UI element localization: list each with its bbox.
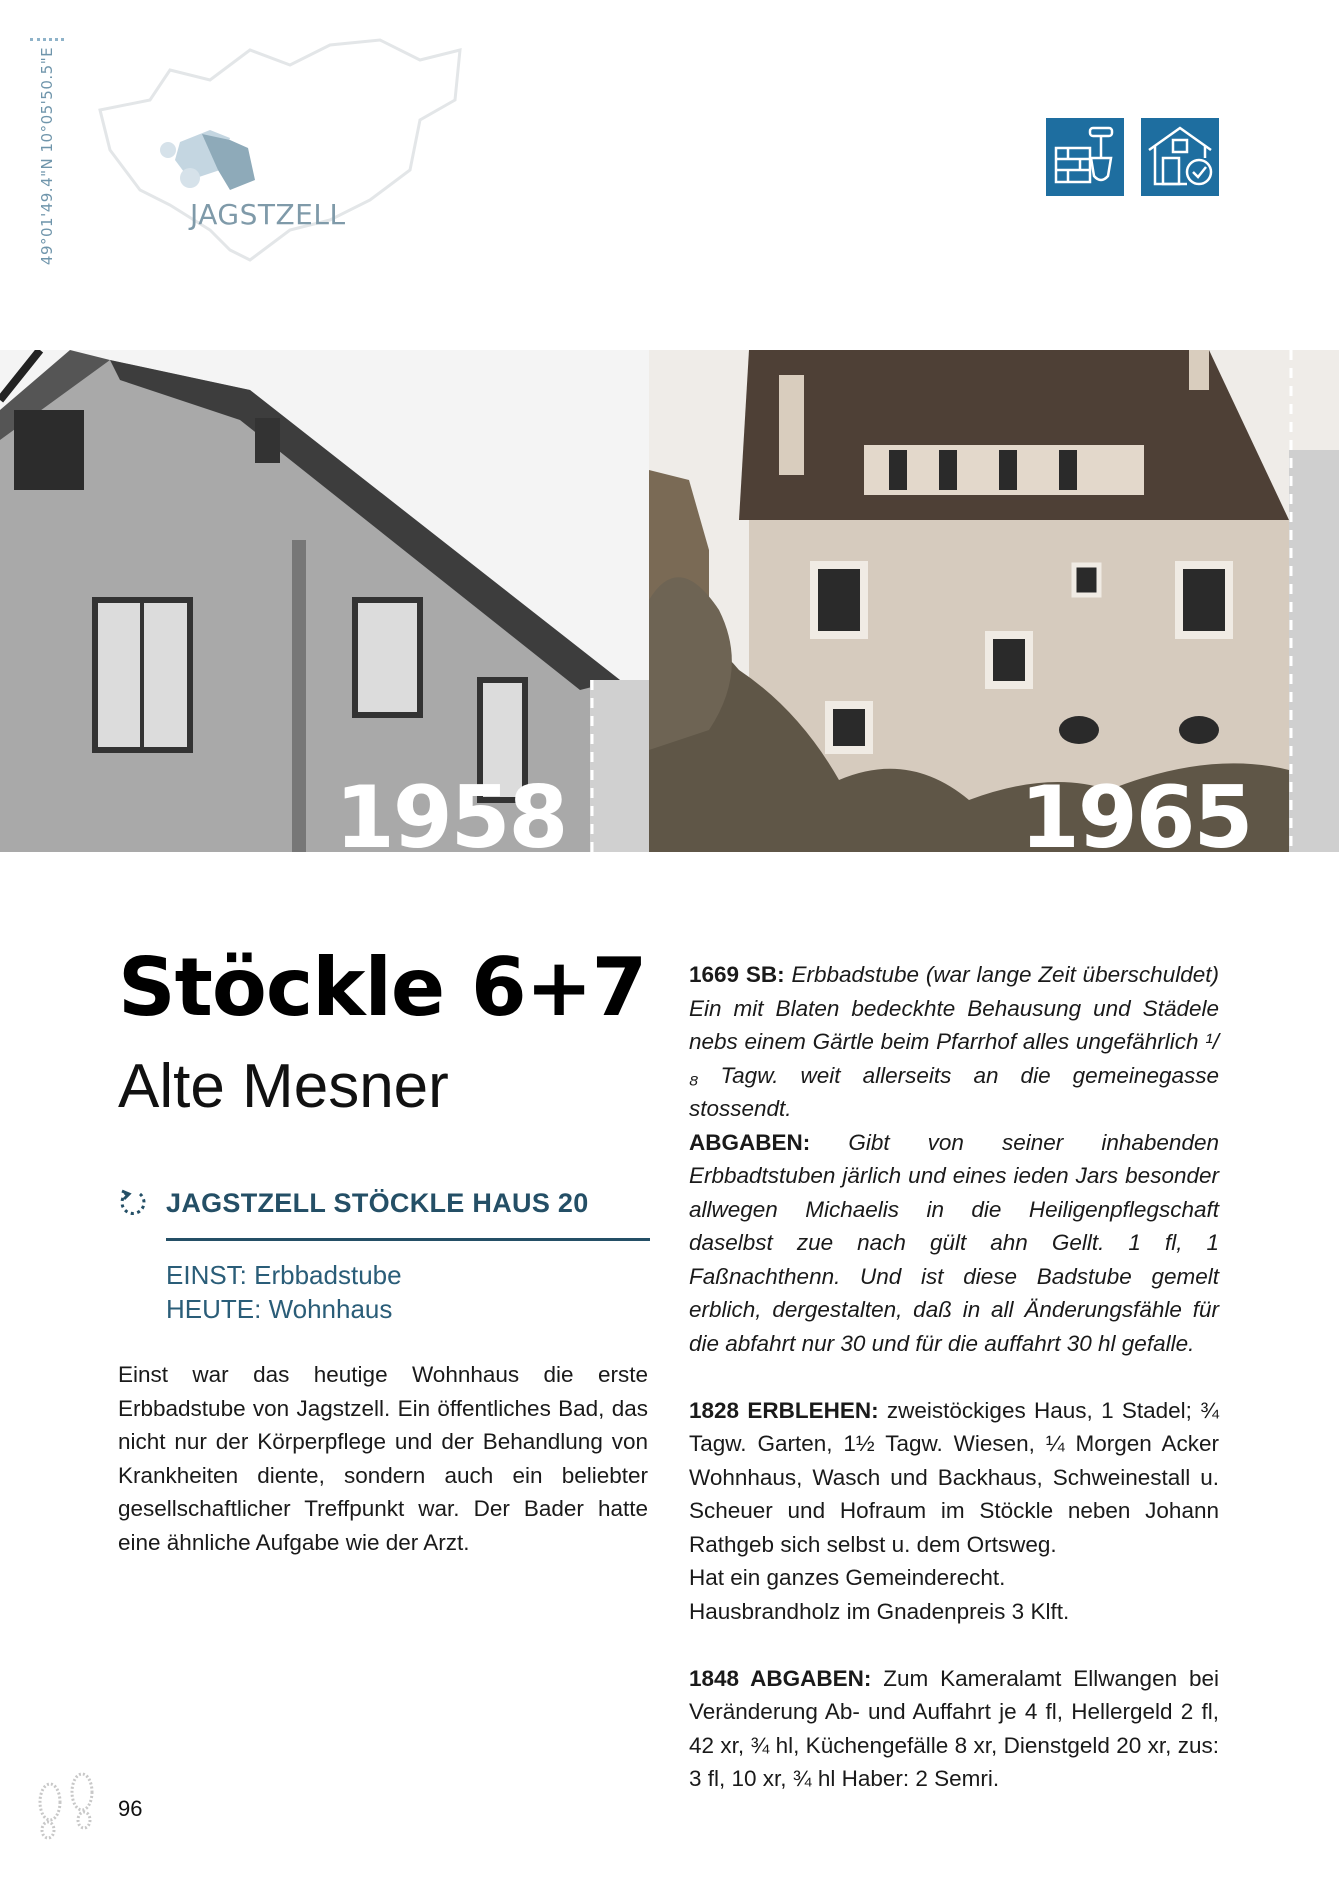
entry-1828 [689,1394,1219,1629]
entry-1669-text: Erbbadstube (war lange Zeit überschuldet) Ein mit Blaten bedeckhte Behausung und Städele nebs einem Gärtle beim Pfarrhof alles ungefährlich ¹/₈ Tagw. weit allerseits an die gemeinegasse stossendt. [689,962,1219,1121]
abgaben-text: Gibt von seiner inhabenden Erbbadtstuben järlich und eines ieden Jars besonder allwegen Michaelis in die Heiligenpflegschaft daselbst zue nach gült ahn Gellt. 1 fl, 1 Faßnachthenn. Und ist diese Badstube gemelt erblich, dergestalten, daß in all Änderungsfähle für die abfahrt nur 30 und für die auffahrt 30 hl gefalle. [689,1129,1219,1356]
map-label: JAGSTZELL [190,198,346,231]
entry-1828-line3: Hausbrandholz im Gnadenpreis 3 Klft. [689,1598,1070,1624]
entry-1828-line2: Hat ein ganzes Gemeinderecht. [689,1565,1006,1590]
refresh-icon [118,1188,148,1218]
heute-label: HEUTE: Wohnhaus [166,1294,393,1324]
entry-1669 [689,958,1219,1360]
entry-1828-text: zweistöckiges Haus, 1 Stadel; ¾ Tagw. Garten, 1½ Tagw. Wiesen, ¼ Morgen Acker Wohnhaus, Wasch und Backhaus, Schweinestall u. Scheuer und Hofraum im Stöckle neben Johann Rathgeb sich selbst u. dem Ortsweg. [689,1397,1219,1557]
photo-year-1965: 1965 [1020,768,1252,868]
photo-year-1958: 1958 [335,768,567,868]
section-heading: JAGSTZELL STÖCKLE HAUS 20 [166,1188,589,1218]
section-divider [166,1238,650,1241]
einst-label: EINST: Erbbadstube [166,1260,402,1290]
entry-1848-label: 1848 ABGABEN: [689,1665,872,1691]
entry-1848-text: Zum Kameralamt Ellwangen bei Veränderung Ab- und Auffahrt je 4 fl, Hellergeld 2 fl, 42 xr, ¾ hl, Küchengefälle 8 xr, Dienstgeld 20 xr, zus: 3 fl, 10 xr, ¾ hl Haber: 2 Semri. [689,1665,1219,1791]
entry-1848 [689,1662,1219,1796]
page-title: Stöckle 6+7 [118,941,647,1034]
footprints-icon [30,1772,110,1842]
abgaben-label: ABGABEN: [689,1129,811,1155]
history-column [689,958,1219,1829]
coordinates-label: 49°01'49.4"N 10°05'50.5"E [30,38,64,271]
intro-text: Einst war das heutige Wohnhaus die erste Erbbadstube von Jagstzell. Ein öffentliches Bad, das nicht nur der Körperpflege und der Behandlung von Krankheiten diente, sondern auch ein beliebter gesellschaftlicher Treffpunkt war. Der Bader hatte eine ähnliche Aufgabe wie der Arzt. [118,1362,648,1555]
page-subtitle: Alte Mesner [118,1052,449,1121]
usage-info [166,1258,402,1326]
municipality-map [90,30,470,280]
entry-1828-label: 1828 ERBLEHEN: [689,1397,879,1423]
entry-1669-label: 1669 SB: [689,962,785,987]
page-number: 96 [118,1796,143,1821]
house-check-icon [1141,118,1219,196]
brick-wall-shovel-icon [1046,118,1124,196]
